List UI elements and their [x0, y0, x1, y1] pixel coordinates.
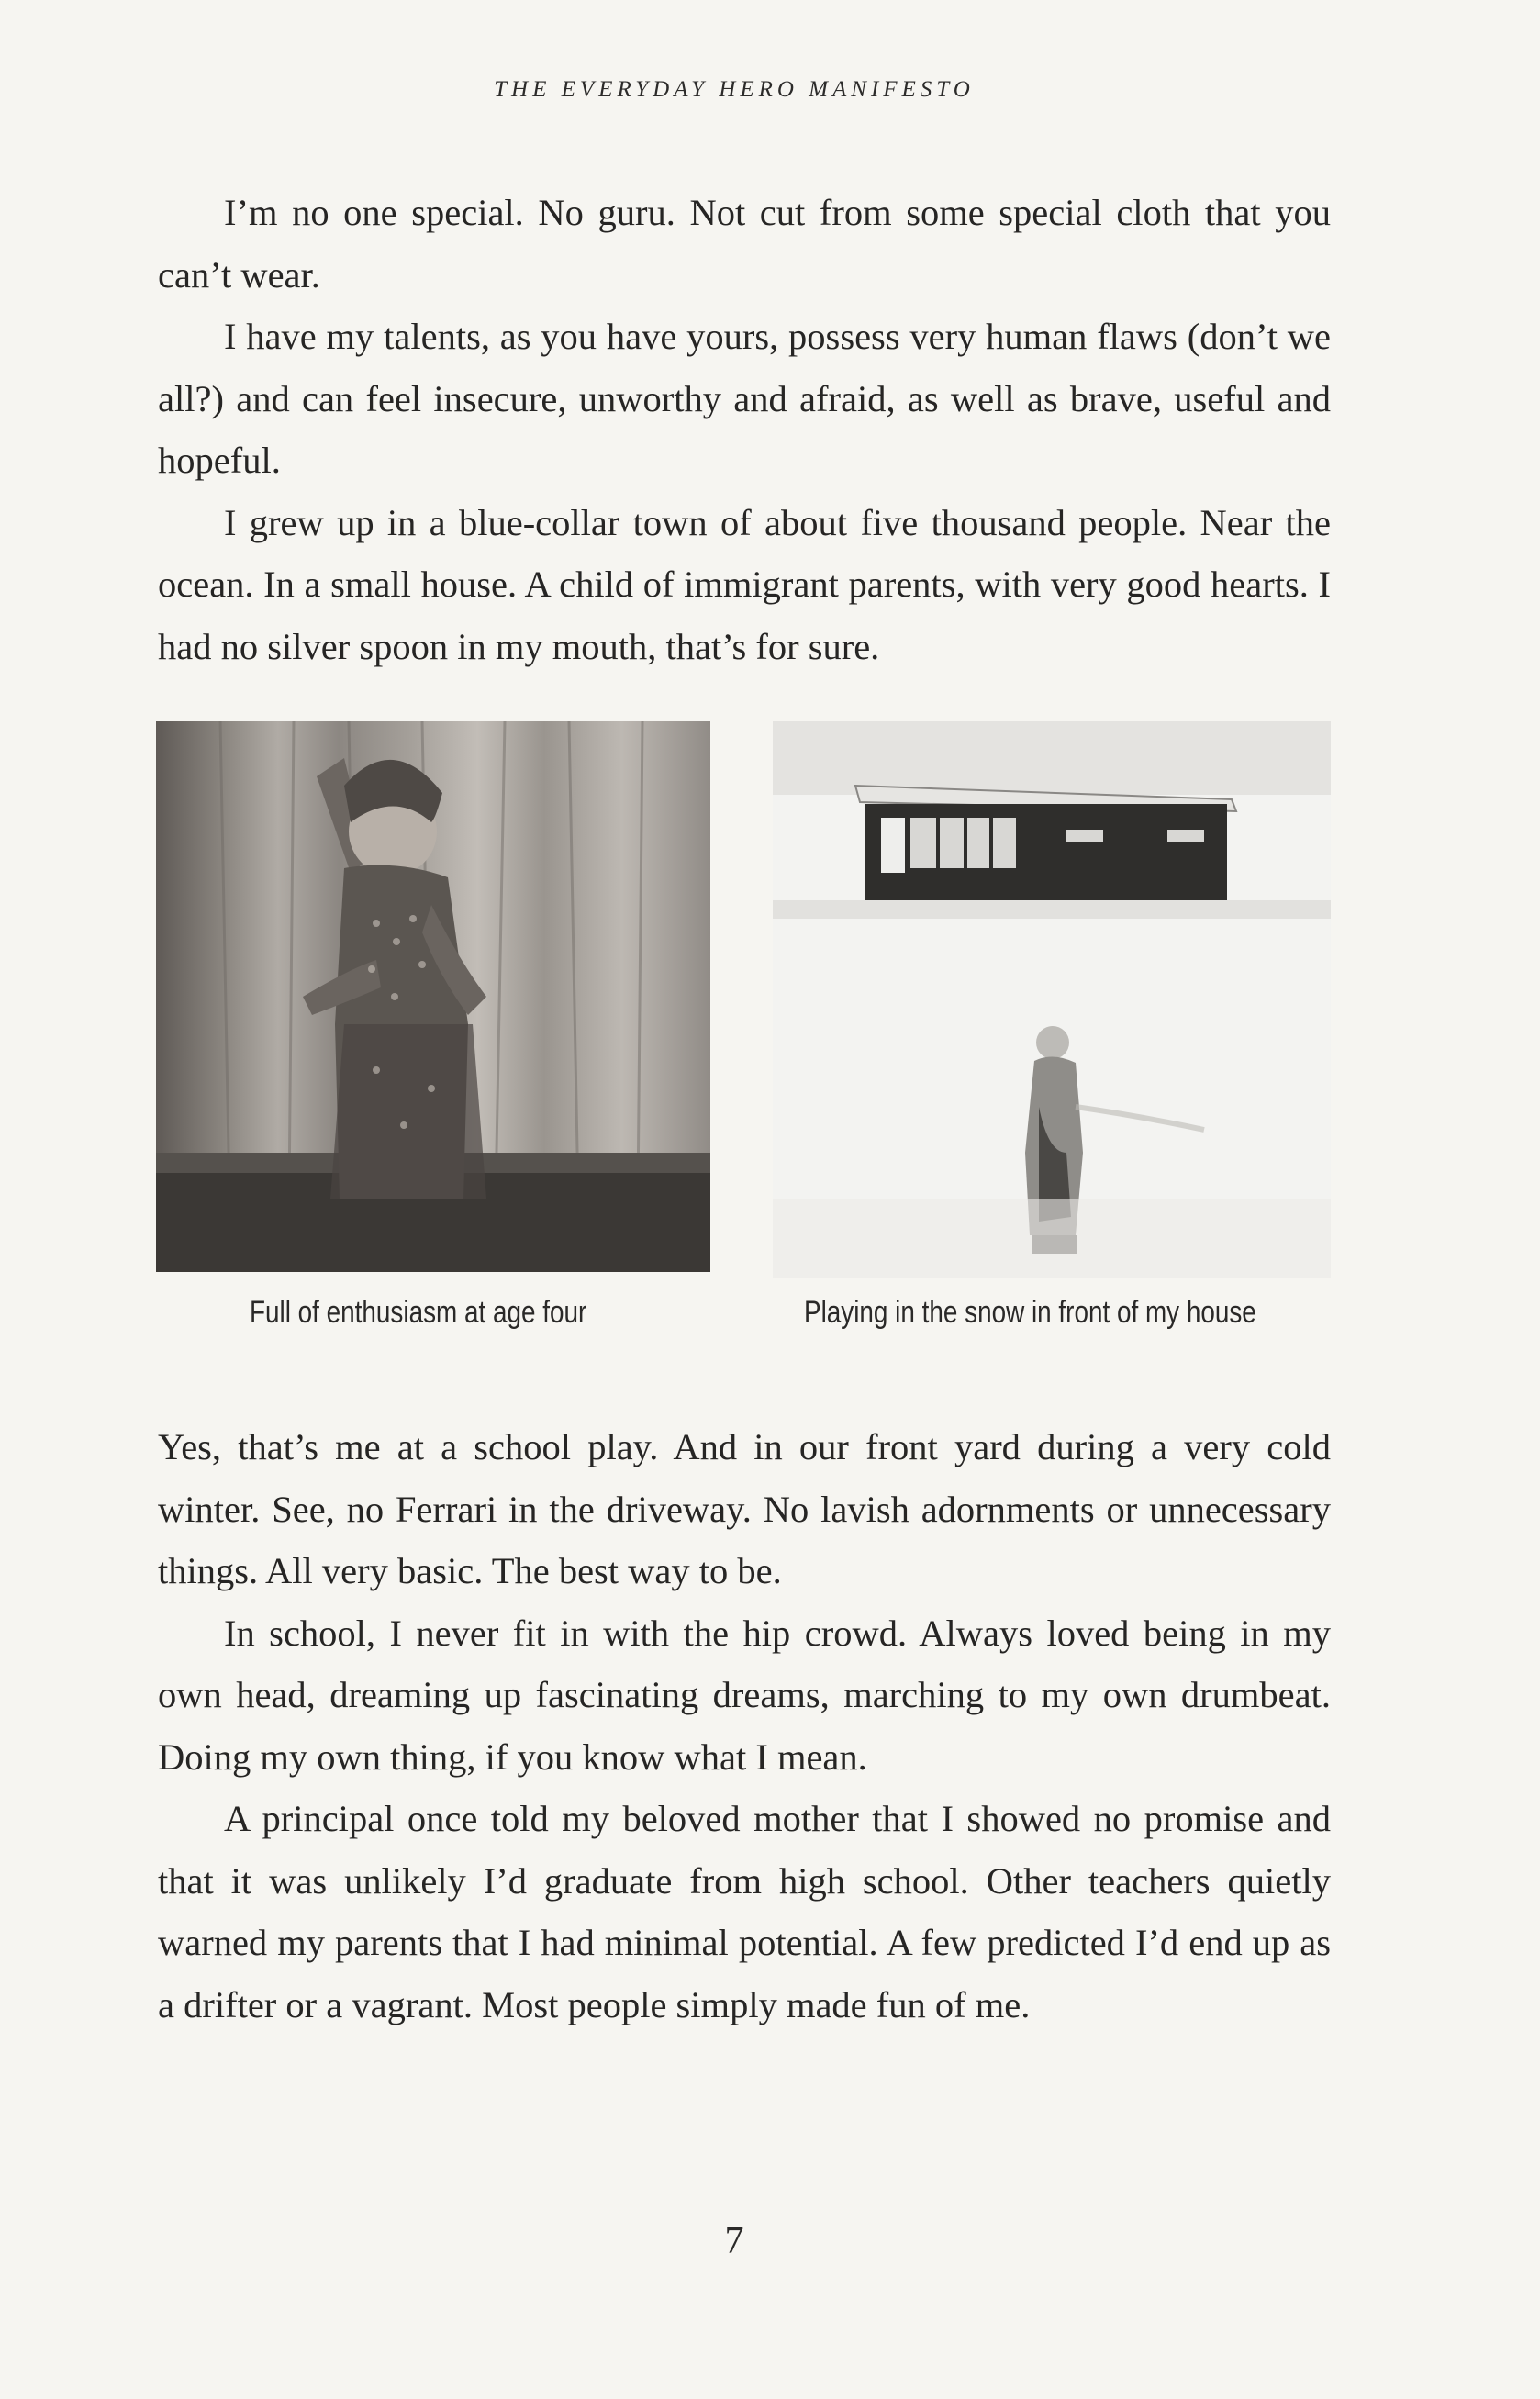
body-text-bottom [158, 1416, 1331, 2036]
running-head: THE EVERYDAY HERO MANIFESTO [494, 77, 975, 102]
caption-right: Playing in the snow in front of my house [804, 1295, 1256, 1330]
paragraph-talents: I have my talents, as you have yours, possess very human flaws (don’t we all?) and can feel insecure, unworthy and afraid, as well as brave, useful and hopeful. [158, 316, 1331, 481]
photo-child-school-play [156, 721, 710, 1272]
paragraph-principal: A principal once told my beloved mother that I showed no promise and that it was unlikely I’d graduate from high school. Other teachers quietly warned my parents that I had minimal potential. A few predicted I’d end up as a drifter or a vagrant. Most people simply made fun of me. [158, 1798, 1331, 2025]
body-text-top [158, 182, 1331, 677]
paragraph-school-play: Yes, that’s me at a school play. And in our front yard during a very cold winter. See, no Ferrari in the driveway. No lavish adornments or unnecessary things. All very basic. The best way to be. [158, 1426, 1331, 1591]
page-number: 7 [724, 2220, 744, 2262]
paragraph-no-one-special: I’m no one special. No guru. Not cut from some special cloth that you can’t wear. [158, 192, 1331, 296]
paragraph-grew-up: I grew up in a blue-collar town of about five thousand people. Near the ocean. In a small house. A child of immigrant parents, with very good hearts. I had no silver spoon in my mouth, that’s for sure. [158, 501, 1331, 667]
photo-snow-house [773, 721, 1331, 1278]
caption-left: Full of enthusiasm at age four [250, 1295, 587, 1330]
paragraph-hip-crowd: In school, I never fit in with the hip crowd. Always loved being in my own head, dreaming up fascinating dreams, marching to my own drumbeat. Doing my own thing, if you know what I mean. [158, 1612, 1331, 1778]
